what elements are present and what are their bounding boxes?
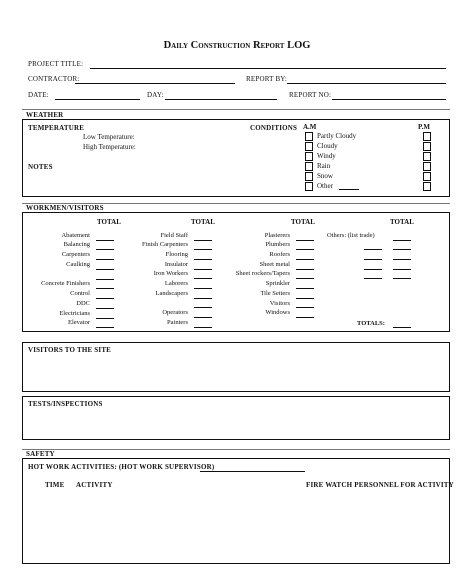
trade-elevator: Elevator: [67, 319, 90, 326]
day-label: DAY:: [147, 91, 164, 99]
report-by-field[interactable]: [287, 83, 446, 84]
trade-plasterers: Plasterers: [264, 232, 290, 239]
pm-checkbox-rain[interactable]: [423, 162, 431, 171]
trade-field-staff: Field Staff: [160, 232, 188, 239]
pm-checkbox-snow[interactable]: [423, 172, 431, 181]
am-checkbox-cloudy[interactable]: [305, 142, 313, 151]
trade-sheet-metal: Sheet metal: [259, 261, 290, 268]
total-field-other-5[interactable]: [393, 278, 411, 279]
pm-checkbox-other[interactable]: [423, 182, 431, 191]
total-field-plumbers[interactable]: [296, 249, 314, 250]
weather-box: [22, 119, 450, 197]
trade-windows: Windows: [265, 309, 290, 316]
trade-carpenters: Carpenters: [61, 251, 90, 258]
pm-checkbox-partly-cloudy[interactable]: [423, 132, 431, 141]
trade-plumbers: Plumbers: [265, 241, 290, 248]
condition-windy: Windy: [317, 152, 336, 160]
project-title-field[interactable]: [90, 68, 446, 69]
total-field-plasterers[interactable]: [296, 240, 314, 241]
condition-other: Other: [317, 182, 333, 190]
trade-insulator: Insulator: [164, 261, 188, 268]
am-checkbox-partly-cloudy[interactable]: [305, 132, 313, 141]
trade-control: Control: [70, 290, 90, 297]
trade-laborers: Laborers: [164, 280, 188, 287]
total-field-other-2[interactable]: [393, 249, 411, 250]
condition-rain: Rain: [317, 162, 331, 170]
totals-label: TOTALS:: [357, 320, 385, 327]
pm-label: P.M: [418, 123, 430, 131]
total-header-4: TOTAL: [390, 218, 414, 226]
high-temperature-label: High Temperature:: [83, 143, 136, 151]
report-no-label: REPORT NO:: [289, 91, 332, 99]
total-field-sheet-rockers[interactable]: [296, 278, 314, 279]
trade-sprinkler: Sprinkler: [265, 280, 290, 287]
condition-cloudy: Cloudy: [317, 142, 338, 150]
total-field-landscapers[interactable]: [194, 298, 212, 299]
trade-finish-carpenters: Finish Carpenters: [141, 241, 188, 248]
other-condition-field[interactable]: [339, 189, 359, 190]
low-temperature-label: Low Temperature:: [83, 133, 135, 141]
am-checkbox-windy[interactable]: [305, 152, 313, 161]
page-title: Daily Construction Report LOG: [163, 40, 311, 51]
total-field-balancing[interactable]: [96, 249, 114, 250]
other-trade-field-2[interactable]: [364, 259, 382, 260]
date-label: DATE:: [28, 91, 49, 99]
total-field-other-4[interactable]: [393, 269, 411, 270]
am-label: A.M: [303, 123, 317, 131]
trade-electricians: Electricians: [59, 310, 90, 317]
grand-total-field[interactable]: [393, 327, 411, 328]
trade-operators: Operators: [162, 309, 188, 316]
conditions-label: CONDITIONS: [250, 124, 298, 132]
other-trade-field-1[interactable]: [364, 249, 382, 250]
contractor-label: CONTRACTOR:: [28, 75, 80, 83]
total-field-sheet-metal[interactable]: [296, 269, 314, 270]
condition-snow: Snow: [317, 172, 333, 180]
total-field-control[interactable]: [96, 298, 114, 299]
safety-separator: [22, 449, 450, 450]
date-field[interactable]: [55, 99, 140, 100]
total-field-other-1[interactable]: [393, 240, 411, 241]
am-checkbox-rain[interactable]: [305, 162, 313, 171]
safety-box: [22, 458, 450, 564]
weather-section-title: WEATHER: [26, 111, 64, 119]
report-by-label: REPORT BY:: [246, 75, 288, 83]
other-trade-field-3[interactable]: [364, 269, 382, 270]
trade-iron-workers: Iron Workers: [153, 270, 188, 277]
total-field-operators[interactable]: [194, 317, 212, 318]
total-header-2: TOTAL: [191, 218, 215, 226]
notes-label: NOTES: [28, 163, 53, 171]
activity-label: ACTIVITY: [76, 481, 113, 489]
pm-checkbox-windy[interactable]: [423, 152, 431, 161]
contractor-field[interactable]: [75, 83, 235, 84]
total-field-carpenters[interactable]: [96, 259, 114, 260]
total-field-blank-2[interactable]: [194, 307, 212, 308]
total-field-laborers[interactable]: [194, 288, 212, 289]
tests-section-title: TESTS/INSPECTIONS: [28, 400, 103, 408]
report-no-field[interactable]: [332, 99, 446, 100]
fire-watch-label: FIRE WATCH PERSONNEL FOR ACTIVITY: [306, 481, 454, 489]
total-field-other-3[interactable]: [393, 259, 411, 260]
condition-partly-cloudy: Partly Cloudy: [317, 132, 357, 140]
hot-work-supervisor-field[interactable]: [200, 471, 305, 472]
total-field-iron-workers[interactable]: [194, 278, 212, 279]
pm-checkbox-cloudy[interactable]: [423, 142, 431, 151]
safety-section-title: SAFETY: [26, 450, 55, 458]
temperature-label: TEMPERATURE: [28, 124, 85, 132]
total-field-elevator[interactable]: [96, 327, 114, 328]
time-label: TIME: [45, 481, 65, 489]
am-checkbox-snow[interactable]: [305, 172, 313, 181]
trade-painters: Painters: [167, 319, 188, 326]
day-field[interactable]: [165, 99, 277, 100]
trade-sheet-rockers-tapers: Sheet rockers/Tapers: [235, 270, 290, 277]
total-field-tile-setters[interactable]: [296, 298, 314, 299]
trade-flooring: Flooring: [165, 251, 188, 258]
other-trade-field-4[interactable]: [364, 278, 382, 279]
am-checkbox-other[interactable]: [305, 182, 313, 191]
trade-landscapers: Landscapers: [155, 290, 188, 297]
project-title-label: PROJECT TITLE:: [28, 60, 84, 68]
total-header-3: TOTAL: [291, 218, 315, 226]
visitors-section-title: VISITORS TO THE SITE: [28, 346, 112, 354]
total-field-roofers[interactable]: [296, 259, 314, 260]
trade-abatement: Abatement: [61, 232, 90, 239]
trade-caulking: Caulking: [66, 261, 90, 268]
trade-tile-setters: Tile Setters: [260, 290, 290, 297]
total-field-sprinkler[interactable]: [296, 288, 314, 289]
trade-roofers: Roofers: [269, 251, 290, 258]
total-field-finish-carpenters[interactable]: [194, 249, 212, 250]
trade-balancing: Balancing: [63, 241, 90, 248]
hot-work-label: HOT WORK ACTIVITIES: (HOT WORK SUPERVISOR): [28, 463, 215, 471]
total-field-windows[interactable]: [296, 317, 314, 318]
trade-concrete-finishers: Concrete Finishers: [41, 280, 90, 287]
total-field-painters[interactable]: [194, 327, 212, 328]
workmen-section-title: WORKMEN/VISITORS: [26, 204, 104, 212]
total-field-field-staff[interactable]: [194, 240, 212, 241]
total-field-concrete-finishers[interactable]: [96, 288, 114, 289]
others-label: Others: (list trade): [327, 232, 375, 239]
total-header-1: TOTAL: [97, 218, 121, 226]
weather-separator: [22, 109, 450, 110]
total-field-visitors[interactable]: [296, 307, 314, 308]
trade-ddc: DDC: [76, 300, 90, 307]
trade-visitors: Visitors: [269, 300, 290, 307]
total-field-flooring[interactable]: [194, 259, 212, 260]
total-field-insulator[interactable]: [194, 269, 212, 270]
